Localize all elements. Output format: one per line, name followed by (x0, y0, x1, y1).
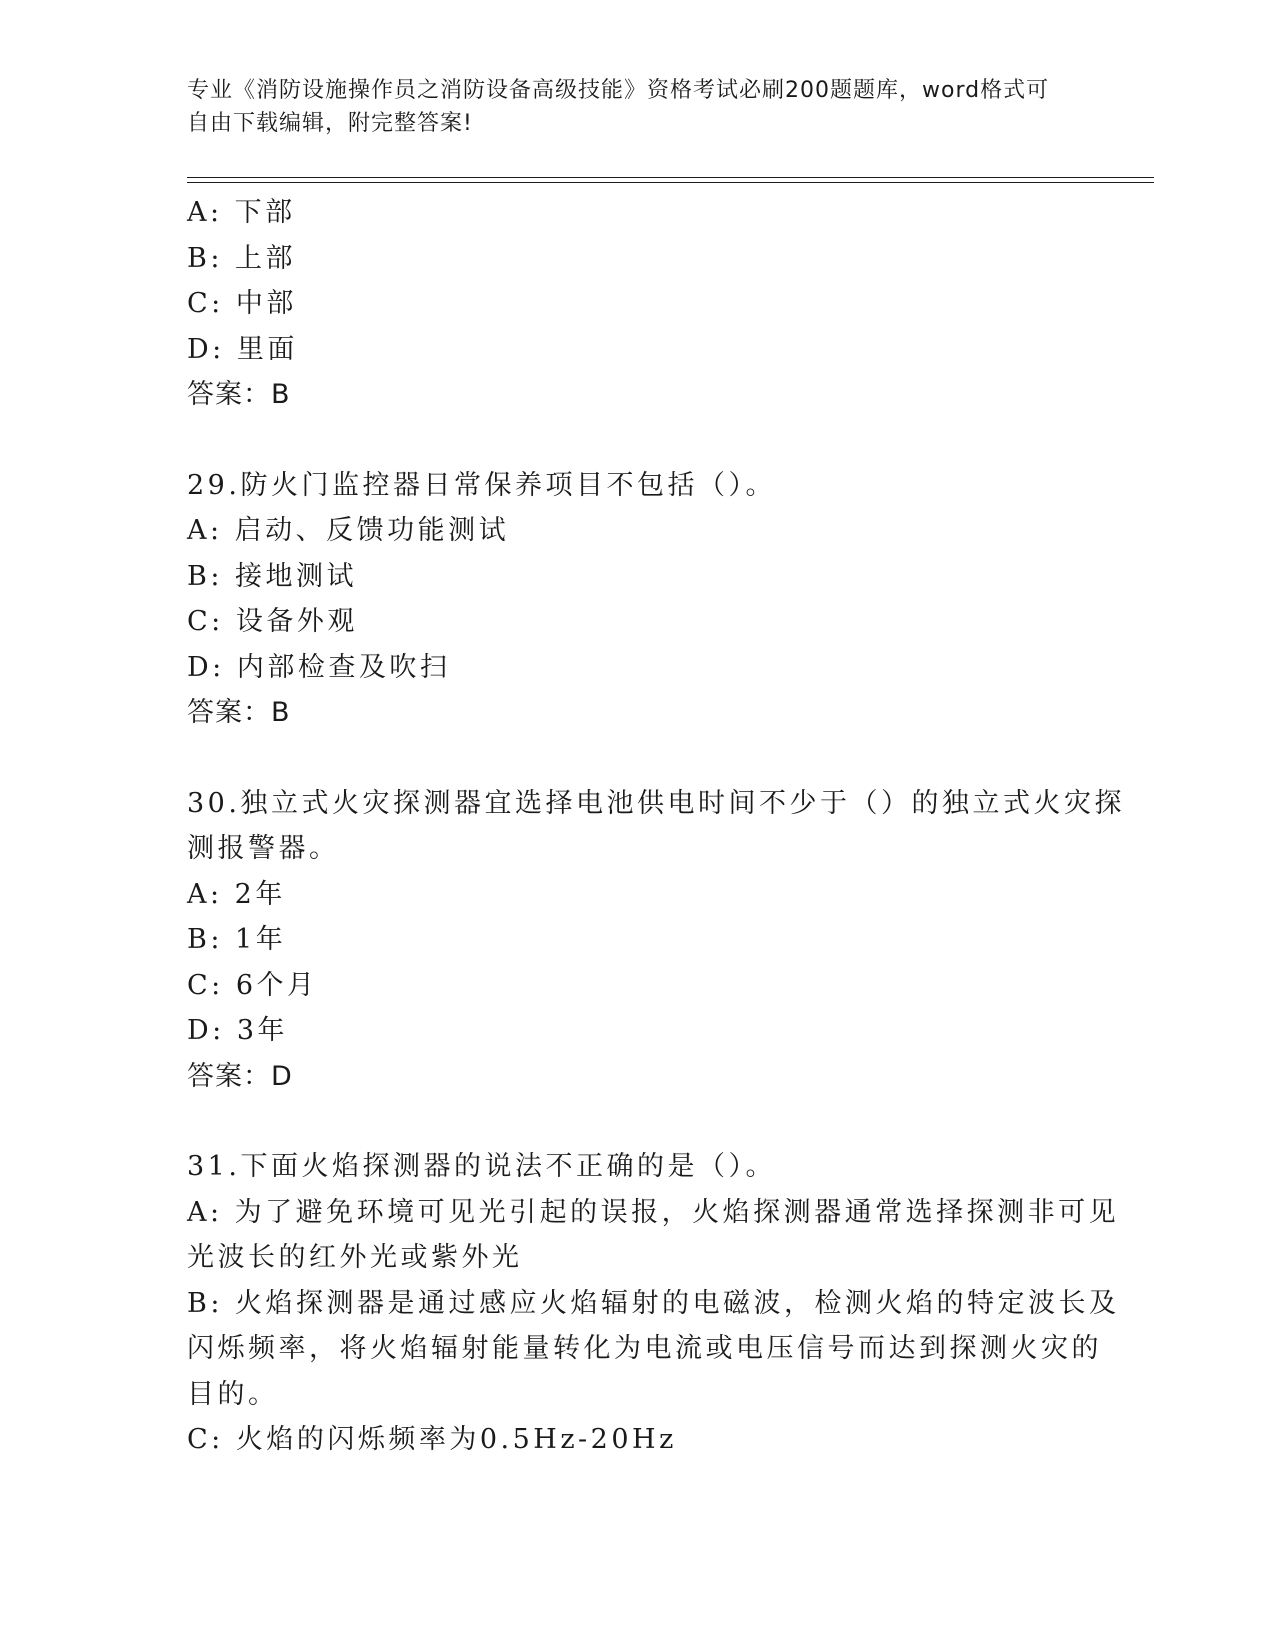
option-c: C: 设备外观 (187, 606, 358, 637)
option-a-line-2: 光波长的红外光或紫外光 (187, 1242, 523, 1273)
question-stem: 29.防火门监控器日常保养项目不包括（）。 (187, 469, 776, 501)
header-text: 专业《消防设施操作员之消防设备高级技能》资格考试必刷200题题库，word格式可自由下载编辑，附完整答案! (187, 78, 1050, 136)
option-d: D: 3年 (187, 1015, 289, 1046)
option-a: A: 2年 (187, 878, 286, 910)
question-stem-line-2: 测报警器。 (187, 833, 340, 864)
header-rule-bottom (187, 182, 1154, 183)
question-list (187, 190, 1125, 1463)
option-c: C: 中部 (187, 288, 297, 319)
answer: 答案：D (187, 1060, 293, 1092)
question-30 (187, 781, 1125, 1100)
option-b-line-1: B: 火焰探测器是通过感应火焰辐射的电磁波，检测火焰的特定波长及 (187, 1287, 1120, 1319)
answer: 答案：B (187, 379, 291, 410)
option-a-line-1: A: 为了避免环境可见光引起的误报，火焰探测器通常选择探测非可见 (187, 1196, 1120, 1228)
question-stem-line-1: 30.独立式火灾探测器宜选择电池供电时间不少于（）的独立式火灾探 (187, 787, 1125, 819)
spacer (187, 418, 1087, 463)
option-b: B: 接地测试 (187, 560, 358, 592)
option-a: A: 启动、反馈功能测试 (187, 515, 510, 546)
option-b-line-2: 闪烁频率，将火焰辐射能量转化为电流或电压信号而达到探测火灾的 (187, 1333, 1102, 1364)
option-d: D: 内部检查及吹扫 (187, 651, 451, 683)
document-header (187, 74, 1067, 140)
option-c: C: 6个月 (187, 969, 318, 1001)
option-b-line-3: 目的。 (187, 1378, 279, 1410)
option-a: A: 下部 (187, 197, 296, 228)
option-b: B: 上部 (187, 242, 297, 274)
spacer (187, 1099, 1087, 1144)
question-stem: 31.下面火焰探测器的说法不正确的是（）。 (187, 1151, 776, 1182)
answer: 答案：B (187, 697, 291, 728)
question-31 (187, 1144, 1120, 1463)
header-rule-top (187, 177, 1154, 178)
spacer (187, 736, 1087, 781)
option-b: B: 1年 (187, 924, 287, 955)
question-28 (187, 190, 1087, 418)
question-29 (187, 463, 1087, 736)
option-d: D: 里面 (187, 333, 298, 365)
option-c: C: 火焰的闪烁频率为0.5Hz-20Hz (187, 1424, 677, 1455)
